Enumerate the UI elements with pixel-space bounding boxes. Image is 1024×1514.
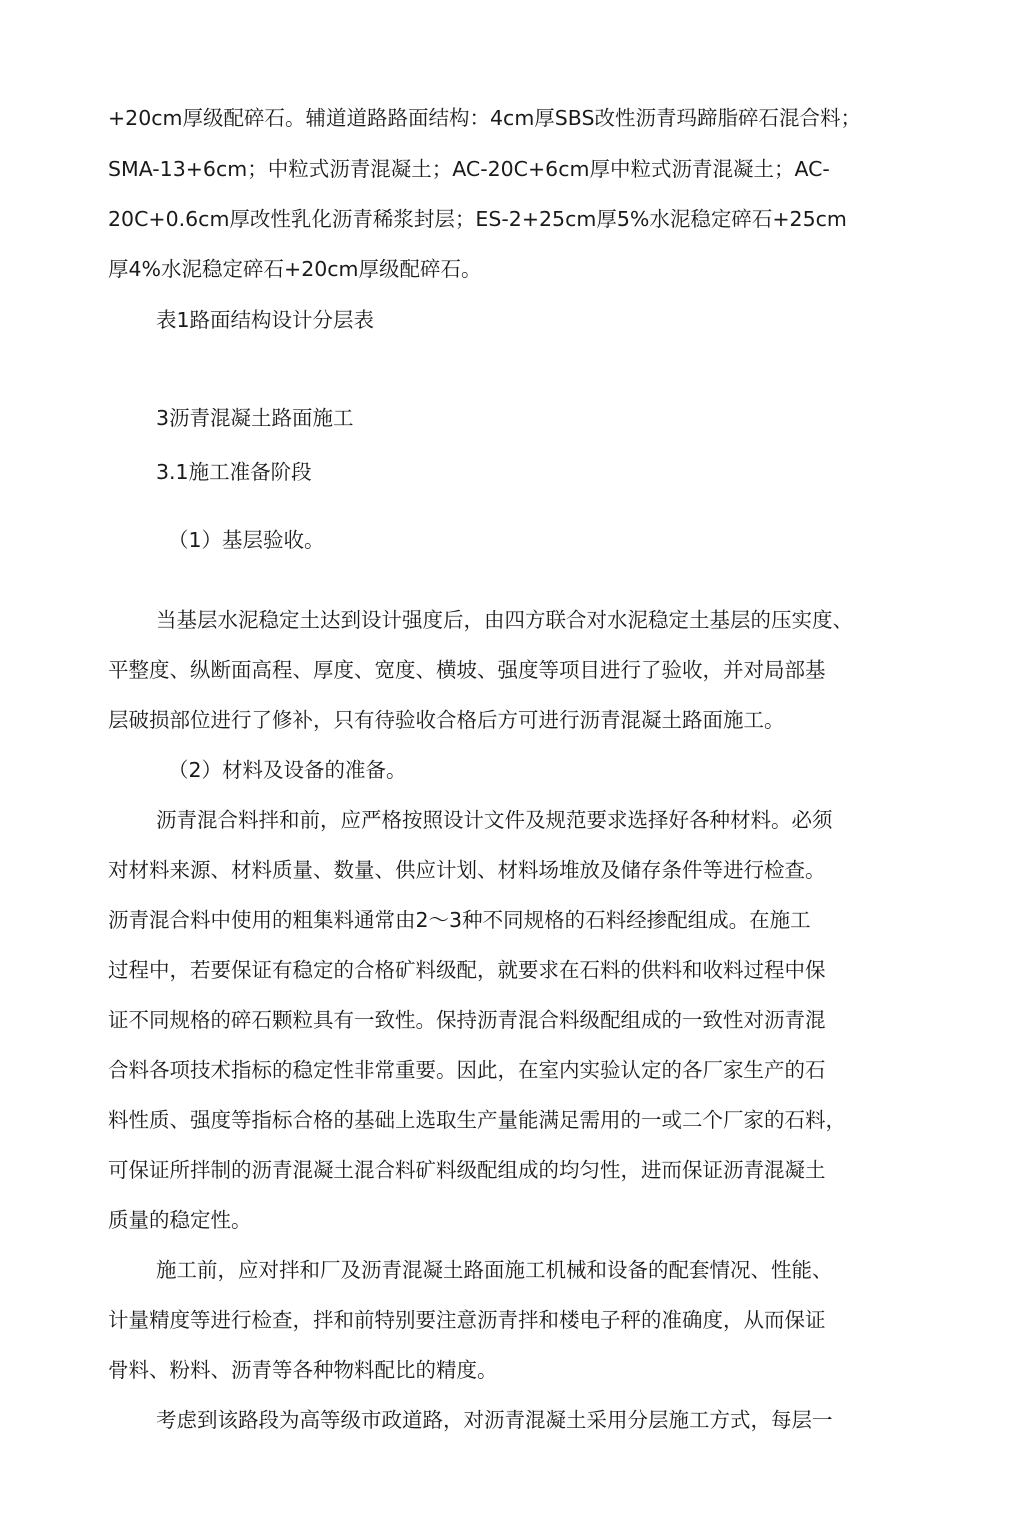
item-heading: （1）基层验收。 — [168, 528, 325, 552]
paragraph-line: 施工前，应对拌和厂及沥青混凝土路面施工机械和设备的配套情况、性能、 — [156, 1258, 833, 1282]
paragraph-line: 沥青混合料拌和前，应严格按照设计文件及规范要求选择好各种材料。必须 — [156, 808, 833, 832]
paragraph-line: 骨料、粉料、沥青等各种物料配比的精度。 — [108, 1358, 498, 1382]
paragraph-line: 当基层水泥稳定土达到设计强度后，由四方联合对水泥稳定土基层的压实度、 — [156, 608, 853, 632]
intro-line: 20C+0.6cm厚改性乳化沥青稀浆封层；ES-2+25cm厚5%水泥稳定碎石+25cm — [108, 207, 847, 231]
paragraph-line: 合料各项技术指标的稳定性非常重要。因此，在室内实验认定的各厂家生产的石 — [108, 1058, 826, 1082]
intro-line: 厚4%水泥稳定碎石+20cm厚级配碎石。 — [108, 257, 482, 281]
paragraph-line: 考虑到该路段为高等级市政道路，对沥青混凝土采用分层施工方式，每层一 — [156, 1408, 833, 1432]
item-heading: （2）材料及设备的准备。 — [168, 758, 407, 782]
paragraph-line: 可保证所拌制的沥青混凝土混合料矿料级配组成的均匀性，进而保证沥青混凝土 — [108, 1158, 826, 1182]
paragraph-line: 计量精度等进行检查，拌和前特别要注意沥青拌和楼电子秤的准确度，从而保证 — [108, 1308, 826, 1332]
paragraph-line: 质量的稳定性。 — [108, 1208, 252, 1232]
intro-line: +20cm厚级配碎石。辅道道路路面结构：4cm厚SBS改性沥青玛蹄脂碎石混合料； — [108, 106, 862, 130]
paragraph-line: 证不同规格的碎石颗粒具有一致性。保持沥青混合料级配组成的一致性对沥青混 — [108, 1008, 826, 1032]
table-caption: 表1路面结构设计分层表 — [156, 308, 375, 332]
paragraph-line: 沥青混合料中使用的粗集料通常由2～3种不同规格的石料经掺配组成。在施工 — [108, 908, 811, 932]
paragraph-line: 平整度、纵断面高程、厚度、宽度、横坡、强度等项目进行了验收，并对局部基 — [108, 658, 826, 682]
paragraph-line: 对材料来源、材料质量、数量、供应计划、材料场堆放及储存条件等进行检查。 — [108, 858, 826, 882]
paragraph-line: 层破损部位进行了修补，只有待验收合格后方可进行沥青混凝土路面施工。 — [108, 708, 785, 732]
paragraph-line: 过程中，若要保证有稳定的合格矿料级配，就要求在石料的供料和收料过程中保 — [108, 958, 826, 982]
section-heading: 3沥青混凝土路面施工 — [156, 406, 354, 430]
paragraph-line: 料性质、强度等指标合格的基础上选取生产量能满足需用的一或二个厂家的石料， — [108, 1108, 846, 1132]
subsection-heading: 3.1施工准备阶段 — [156, 460, 312, 484]
intro-line: SMA-13+6cm；中粒式沥青混凝土；AC-20C+6cm厚中粒式沥青混凝土；AC- — [108, 157, 830, 181]
